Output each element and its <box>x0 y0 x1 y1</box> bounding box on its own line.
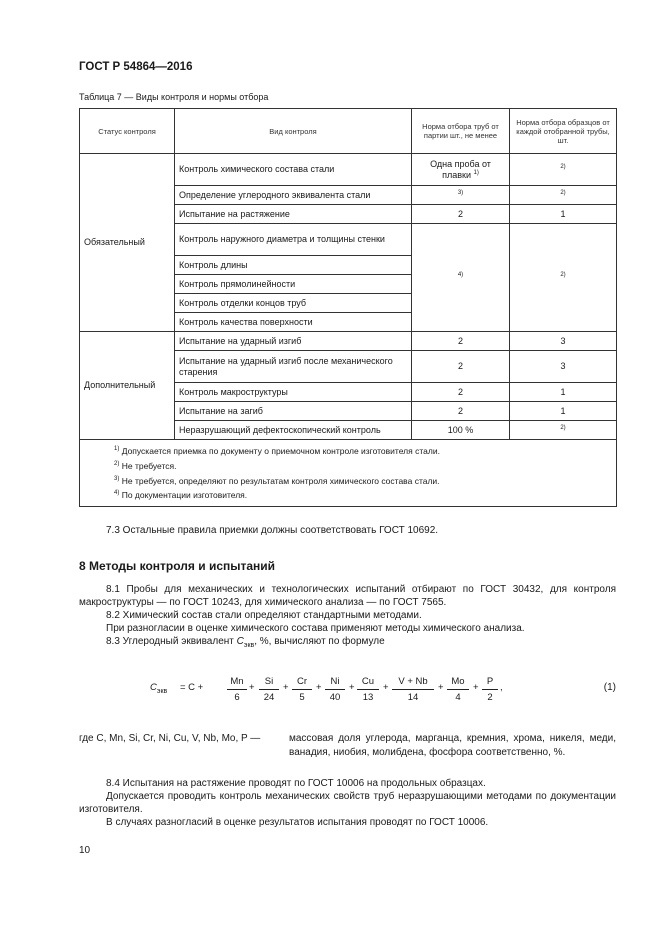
table-caption: Таблица 7 — Виды контроля и нормы отбора <box>79 92 269 102</box>
fraction-vnb: $\frac{V + Nb}{14}$ <box>392 674 434 705</box>
legend-symbols: где C, Mn, Si, Cr, Ni, Cu, V, Nb, Mo, P — <box>79 733 261 744</box>
paragraph-7-3: 7.3 Остальные правила приемки должны соответствовать ГОСТ 10692. <box>106 525 439 536</box>
row-type: Неразрушающий дефектоскопический контроль <box>175 421 412 440</box>
row-type: Испытание на растяжение <box>175 205 412 224</box>
table-note: $^{4)}$ По документации изготовителя. <box>114 490 248 501</box>
row-party: 2 <box>412 351 510 383</box>
group-mandatory: Обязательный <box>80 154 175 332</box>
section-title: 8 Методы контроля и испытаний <box>79 559 276 573</box>
document-header: ГОСТ Р 54864—2016 <box>79 61 193 73</box>
merged-party: 4) <box>412 224 510 332</box>
row-party: 2 <box>412 402 510 421</box>
row-samples: 2) <box>510 421 617 440</box>
table-notes <box>80 440 617 507</box>
legend-description: массовая доля углерода, марганца, кремния, хрома, никеля, меди, ванадия, ниобия, молибдена, фосфора соответственно, %. <box>289 733 616 758</box>
table-note: $^{3)}$ Не требуется, определяют по результатам контроля химического состава стали. <box>114 475 440 486</box>
row-type: Контроль макроструктуры <box>175 383 412 402</box>
row-samples: 1 <box>510 383 617 402</box>
formula-eq: = C + <box>180 682 204 693</box>
paragraph-8-1: 8.1 Пробы для механических и технологических испытаний отбирают по ГОСТ 30432, для контроля макроструктуры — по ГОСТ 10243, для химического анализа — по ГОСТ 7565. <box>79 584 616 608</box>
equation-number: (1) <box>603 682 616 693</box>
row-type: Контроль наружного диаметра и толщины стенки <box>175 224 412 256</box>
table-row <box>80 154 617 186</box>
row-samples: 1 <box>510 205 617 224</box>
paragraph-8-4b: Допускается проводить контроль механических свойств труб неразрушающими методами по документации изготовителя. <box>79 791 616 815</box>
row-type: Испытание на ударный изгиб <box>175 332 412 351</box>
paragraph-8-4c: В случаях разногласий в оценке результатов испытания проводят по ГОСТ 10006. <box>106 817 489 828</box>
row-type: Контроль длины <box>175 256 412 275</box>
row-samples: 2) <box>510 186 617 205</box>
group-additional: Дополнительный <box>80 332 175 440</box>
table-note: $^{1)}$ Допускается приемка по документу о приемочном контроле изготовителя стали. <box>114 445 440 456</box>
row-samples: 3 <box>510 351 617 383</box>
fraction-cr: $\frac{Cr}{5}$ <box>292 674 312 705</box>
paragraph-8-2: 8.2 Химический состав стали определяют стандартными методами. <box>106 610 422 621</box>
row-type: Контроль отделки концов труб <box>175 294 412 313</box>
row-type: Определение углеродного эквивалента стали <box>175 186 412 205</box>
row-type: Контроль химического состава стали <box>175 154 412 186</box>
row-type: Контроль качества поверхности <box>175 313 412 332</box>
fraction-cu: $\frac{Cu}{13}$ <box>357 674 379 705</box>
row-party: 2 <box>412 332 510 351</box>
row-party: Одна проба от плавки $^{1)}$ <box>412 154 510 186</box>
fraction-si: $\frac{Si}{24}$ <box>259 674 279 705</box>
paragraph-8-4: 8.4 Испытания на растяжение проводят по ГОСТ 10006 на продольных образцах. <box>106 778 486 789</box>
row-samples: 3 <box>510 332 617 351</box>
header-norm-party: Норма отбора труб от партии шт., не менее <box>412 109 510 154</box>
formula-lhs: $C_{экв}$ <box>150 682 168 695</box>
page-number: 10 <box>79 845 91 856</box>
row-party: 100 % <box>412 421 510 440</box>
merged-samples: 2) <box>510 224 617 332</box>
paragraph-8-2b: При разногласии в оценке химического состава применяют методы химического анализа. <box>106 623 525 634</box>
row-party: 2 <box>412 205 510 224</box>
paragraph-8-3: 8.3 Углеродный эквивалент $C_{экв}$, %, вычисляют по формуле <box>106 636 385 649</box>
table-note: $^{2)}$ Не требуется. <box>114 460 177 471</box>
fraction-p: $\frac{P}{2}$ <box>482 674 498 705</box>
row-type: Испытание на ударный изгиб после механического старения <box>175 351 412 383</box>
carbon-equivalent-formula: $C_{экв}$ = C + $\frac{Mn}{6}$ + $\frac{Si}{24}$ + $\frac{Cr}{5}$ + $\frac{Ni}{40}$ + $\frac{Cu}{13}$ + $\frac{V + Nb}{14}$ + $\frac{Mo}{4}$ + $\frac{P}{2}$ , (1) <box>150 676 616 703</box>
table-row <box>80 332 617 351</box>
row-samples: 1 <box>510 402 617 421</box>
fraction-mo: $\frac{Mo}{4}$ <box>447 674 469 705</box>
table-header-row <box>80 109 617 154</box>
footnote-mark: 1) <box>473 169 479 176</box>
header-status: Статус контроля <box>80 109 175 154</box>
row-samples: 2) <box>510 154 617 186</box>
fraction-mn: $\frac{Mn}{6}$ <box>227 674 247 705</box>
control-table <box>79 108 617 507</box>
table-notes-row <box>80 440 617 507</box>
row-type: Испытание на загиб <box>175 402 412 421</box>
row-party: 3) <box>412 186 510 205</box>
row-party: 2 <box>412 383 510 402</box>
header-type: Вид контроля <box>175 109 412 154</box>
fraction-ni: $\frac{Ni}{40}$ <box>325 674 345 705</box>
row-type: Контроль прямолинейности <box>175 275 412 294</box>
header-norm-samples: Норма отбора образцов от каждой отобранной трубы, шт. <box>510 109 617 154</box>
